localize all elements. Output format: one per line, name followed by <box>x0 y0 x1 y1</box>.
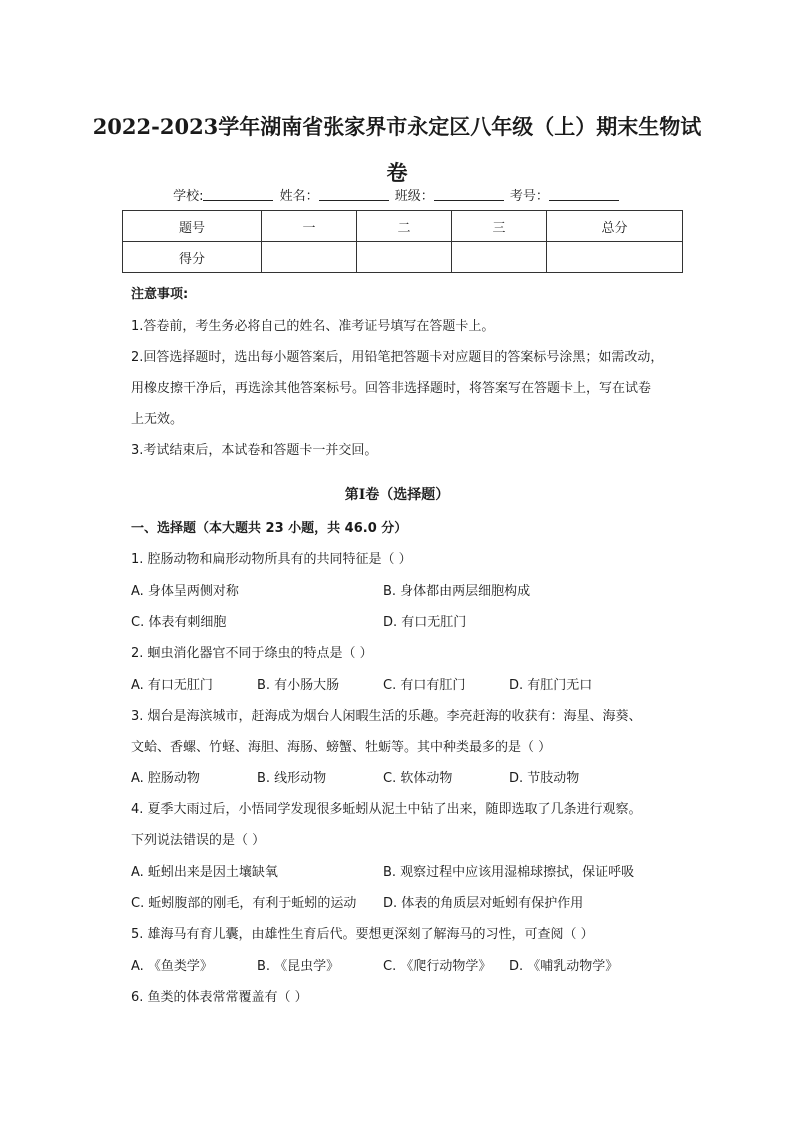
question-5-option-a[interactable]: A. 《鱼类学》 <box>131 959 213 974</box>
question-5-option-b[interactable]: B. 《昆虫学》 <box>257 959 340 974</box>
note-3: 3.考试结束后，本试卷和答题卡一并交回。 <box>131 443 378 458</box>
note-1: 1.答卷前，考生务必将自己的姓名、准考证号填写在答题卡上。 <box>131 319 495 334</box>
question-2-option-b[interactable]: B. 有小肠大肠 <box>257 678 340 693</box>
note-2-line3: 上无效。 <box>131 412 184 427</box>
note-2-line2: 用橡皮擦干净后，再选涂其他答案标号。回答非选择题时，将答案写在答题卡上，写在试卷 <box>131 381 652 396</box>
question-4-stem-line1: 4. 夏季大雨过后，小悟同学发现很多蚯蚓从泥土中钻了出来，随即选取了几条进行观察。 <box>131 802 642 817</box>
school-label: 学校: <box>173 189 204 204</box>
question-3-option-d[interactable]: D. 节肢动物 <box>509 771 580 786</box>
school-blank[interactable] <box>203 188 273 201</box>
score-entry-cell[interactable] <box>452 242 547 273</box>
question-4-option-d[interactable]: D. 体表的角质层对蚯蚓有保护作用 <box>383 896 584 911</box>
question-1-option-b[interactable]: B. 身体都由两层细胞构成 <box>383 584 531 599</box>
question-1-stem: 1. 腔肠动物和扁形动物所具有的共同特征是（ ） <box>131 552 412 567</box>
score-table <box>122 210 683 273</box>
question-5-stem: 5. 雄海马有育儿囊，由雄性生育后代。要想更深刻了解海马的习性，可查阅（ ） <box>131 927 594 942</box>
question-2-option-d[interactable]: D. 有肛门无口 <box>509 678 593 693</box>
exam-no-blank[interactable] <box>549 188 619 201</box>
student-info-line <box>0 185 794 204</box>
question-2-option-c[interactable]: C. 有口有肛门 <box>383 678 466 693</box>
part-heading: 一、选择题（本大题共 23 小题，共 46.0 分） <box>131 521 408 536</box>
question-3-stem-line1: 3. 烟台是海滨城市，赶海成为烟台人闲暇生活的乐趣。李亮赶海的收获有：海星、海葵、 <box>131 709 642 724</box>
score-cell: 三 <box>452 211 547 242</box>
class-blank[interactable] <box>434 188 504 201</box>
question-4-stem-line2: 下列说法错误的是（ ） <box>131 833 266 848</box>
exam-title <box>90 104 704 196</box>
name-blank[interactable] <box>319 188 389 201</box>
score-entry-cell[interactable] <box>357 242 452 273</box>
question-1-option-c[interactable]: C. 体表有刺细胞 <box>131 615 227 630</box>
question-3-option-a[interactable]: A. 腔肠动物 <box>131 771 200 786</box>
score-entry-cell[interactable] <box>547 242 683 273</box>
name-label: 姓名： <box>279 189 319 204</box>
question-5-option-c[interactable]: C. 《爬行动物学》 <box>383 959 492 974</box>
exam-title-line1: 2022-2023学年湖南省张家界市永定区八年级（上）期末生物试 <box>92 114 702 139</box>
question-6-stem: 6. 鱼类的体表常常覆盖有（ ） <box>131 990 308 1005</box>
question-4-option-b[interactable]: B. 观察过程中应该用湿棉球擦拭，保证呼吸 <box>383 865 635 880</box>
score-cell: 一 <box>262 211 357 242</box>
exam-title-line2: 卷 <box>386 160 408 185</box>
score-cell: 题号 <box>123 211 262 242</box>
notes-heading: 注意事项: <box>131 287 189 302</box>
section-title: 第Ⅰ卷（选择题） <box>344 487 450 503</box>
question-4-option-a[interactable]: A. 蚯蚓出来是因土壤缺氧 <box>131 865 278 880</box>
score-table-header-row <box>123 211 683 242</box>
question-1-option-d[interactable]: D. 有口无肛门 <box>383 615 467 630</box>
question-2-stem: 2. 蛔虫消化器官不同于绦虫的特点是（ ） <box>131 646 373 661</box>
score-table-score-row <box>123 242 683 273</box>
question-3-option-b[interactable]: B. 线形动物 <box>257 771 327 786</box>
note-2-line1: 2.回答选择题时，选出每小题答案后，用铅笔把答题卡对应题目的答案标号涂黑；如需改动， <box>131 350 664 365</box>
question-3-stem-line2: 文蛤、香螺、竹蛏、海胆、海肠、螃蟹、牡蛎等。其中种类最多的是（ ） <box>131 740 552 755</box>
question-5-option-d[interactable]: D. 《哺乳动物学》 <box>509 959 619 974</box>
question-2-option-a[interactable]: A. 有口无肛门 <box>131 678 213 693</box>
question-1-option-a[interactable]: A. 身体呈两侧对称 <box>131 584 239 599</box>
exam-no-label: 考号： <box>509 189 549 204</box>
score-entry-cell[interactable] <box>262 242 357 273</box>
question-3-option-c[interactable]: C. 软体动物 <box>383 771 453 786</box>
score-cell: 总分 <box>547 211 683 242</box>
score-row-label: 得分 <box>123 242 262 273</box>
question-4-option-c[interactable]: C. 蚯蚓腹部的刚毛，有利于蚯蚓的运动 <box>131 896 357 911</box>
score-cell: 二 <box>357 211 452 242</box>
class-label: 班级： <box>394 189 434 204</box>
